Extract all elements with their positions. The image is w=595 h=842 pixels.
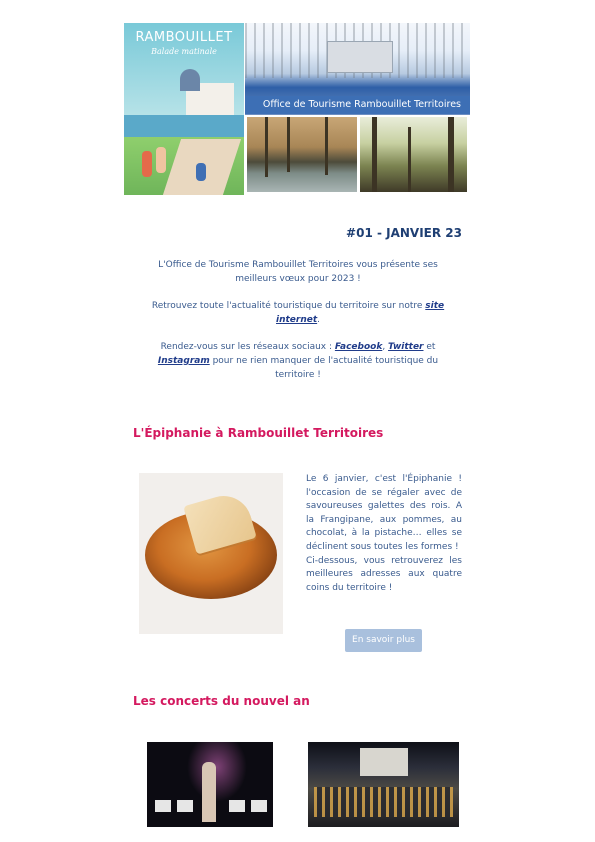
poster-lake bbox=[124, 115, 244, 139]
poster-subtitle: Balade matinale bbox=[151, 47, 217, 56]
en-savoir-plus-button[interactable]: En savoir plus bbox=[345, 629, 422, 652]
instagram-link[interactable]: Instagram bbox=[157, 356, 210, 366]
rambouillet-poster-image bbox=[124, 23, 244, 195]
concert-conductor-photo bbox=[147, 742, 273, 827]
epiphanie-paragraph: Le 6 janvier, c'est l'Épiphanie ! l'occasion de se régaler avec de savoureuses galettes des rois. A la Frangipane, aux pommes, au chocolat, à la pistache… elles se déclinent sous toutes les formes ! bbox=[306, 474, 462, 552]
intro-social-line bbox=[138, 340, 458, 382]
poster-figure bbox=[142, 151, 152, 177]
tree-trunk bbox=[448, 117, 454, 192]
intro-greeting: L'Office de Tourisme Rambouillet Territoires vous présente ses meilleurs vœux pour 2023 ! bbox=[158, 260, 438, 284]
facebook-link[interactable]: Facebook bbox=[334, 342, 383, 352]
concert-orchestra-photo bbox=[308, 742, 459, 827]
site-internet-link[interactable]: site internet bbox=[275, 301, 445, 325]
conductor-figure bbox=[202, 762, 216, 822]
tree-trunk bbox=[408, 127, 411, 192]
tree-trunk bbox=[325, 117, 328, 175]
music-stand bbox=[177, 800, 193, 812]
intro-social-sep: et bbox=[423, 342, 436, 352]
tree-trunk bbox=[372, 117, 377, 192]
winter-mansion bbox=[327, 41, 393, 73]
banner-text: Office de Tourisme Rambouillet Territoires bbox=[262, 99, 461, 110]
poster-title: RAMBOUILLET bbox=[135, 30, 233, 45]
office-tourisme-banner bbox=[245, 96, 470, 114]
intro-website-line bbox=[138, 299, 458, 327]
intro-website-end: . bbox=[317, 315, 321, 325]
orchestra-musicians bbox=[314, 787, 453, 817]
concerts-heading: Les concerts du nouvel an bbox=[133, 694, 310, 708]
forest-pond-photo bbox=[247, 117, 357, 192]
poster-figure bbox=[196, 163, 206, 181]
tree-trunk bbox=[287, 117, 290, 172]
intro-social-text: Rendez-vous sur les réseaux sociaux : bbox=[160, 342, 335, 352]
intro-social-sep: , bbox=[382, 342, 389, 352]
music-stand bbox=[155, 800, 171, 812]
epiphanie-heading: L'Épiphanie à Rambouillet Territoires bbox=[133, 426, 384, 440]
music-stand bbox=[251, 800, 267, 812]
forest-path-photo bbox=[360, 117, 467, 192]
stage-screen bbox=[360, 748, 408, 776]
music-stand bbox=[229, 800, 245, 812]
intro-social-end: pour ne rien manquer de l'actualité touristique du territoire ! bbox=[209, 356, 439, 380]
twitter-link[interactable]: Twitter bbox=[388, 342, 424, 352]
stage-spotlight bbox=[187, 742, 247, 802]
epiphanie-paragraph-2: Ci-dessous, vous retrouverez les meilleures adresses aux quatre coins du territoire ! bbox=[306, 555, 462, 593]
intro-text bbox=[138, 258, 458, 395]
tree-trunk bbox=[265, 117, 268, 177]
issue-number: #01 - JANVIER 23 bbox=[346, 226, 462, 240]
galette-des-rois-photo bbox=[139, 473, 283, 634]
intro-website-text: Retrouvez toute l'actualité touristique du territoire sur notre bbox=[151, 301, 426, 311]
poster-figure bbox=[156, 147, 166, 173]
epiphanie-text bbox=[306, 473, 462, 595]
